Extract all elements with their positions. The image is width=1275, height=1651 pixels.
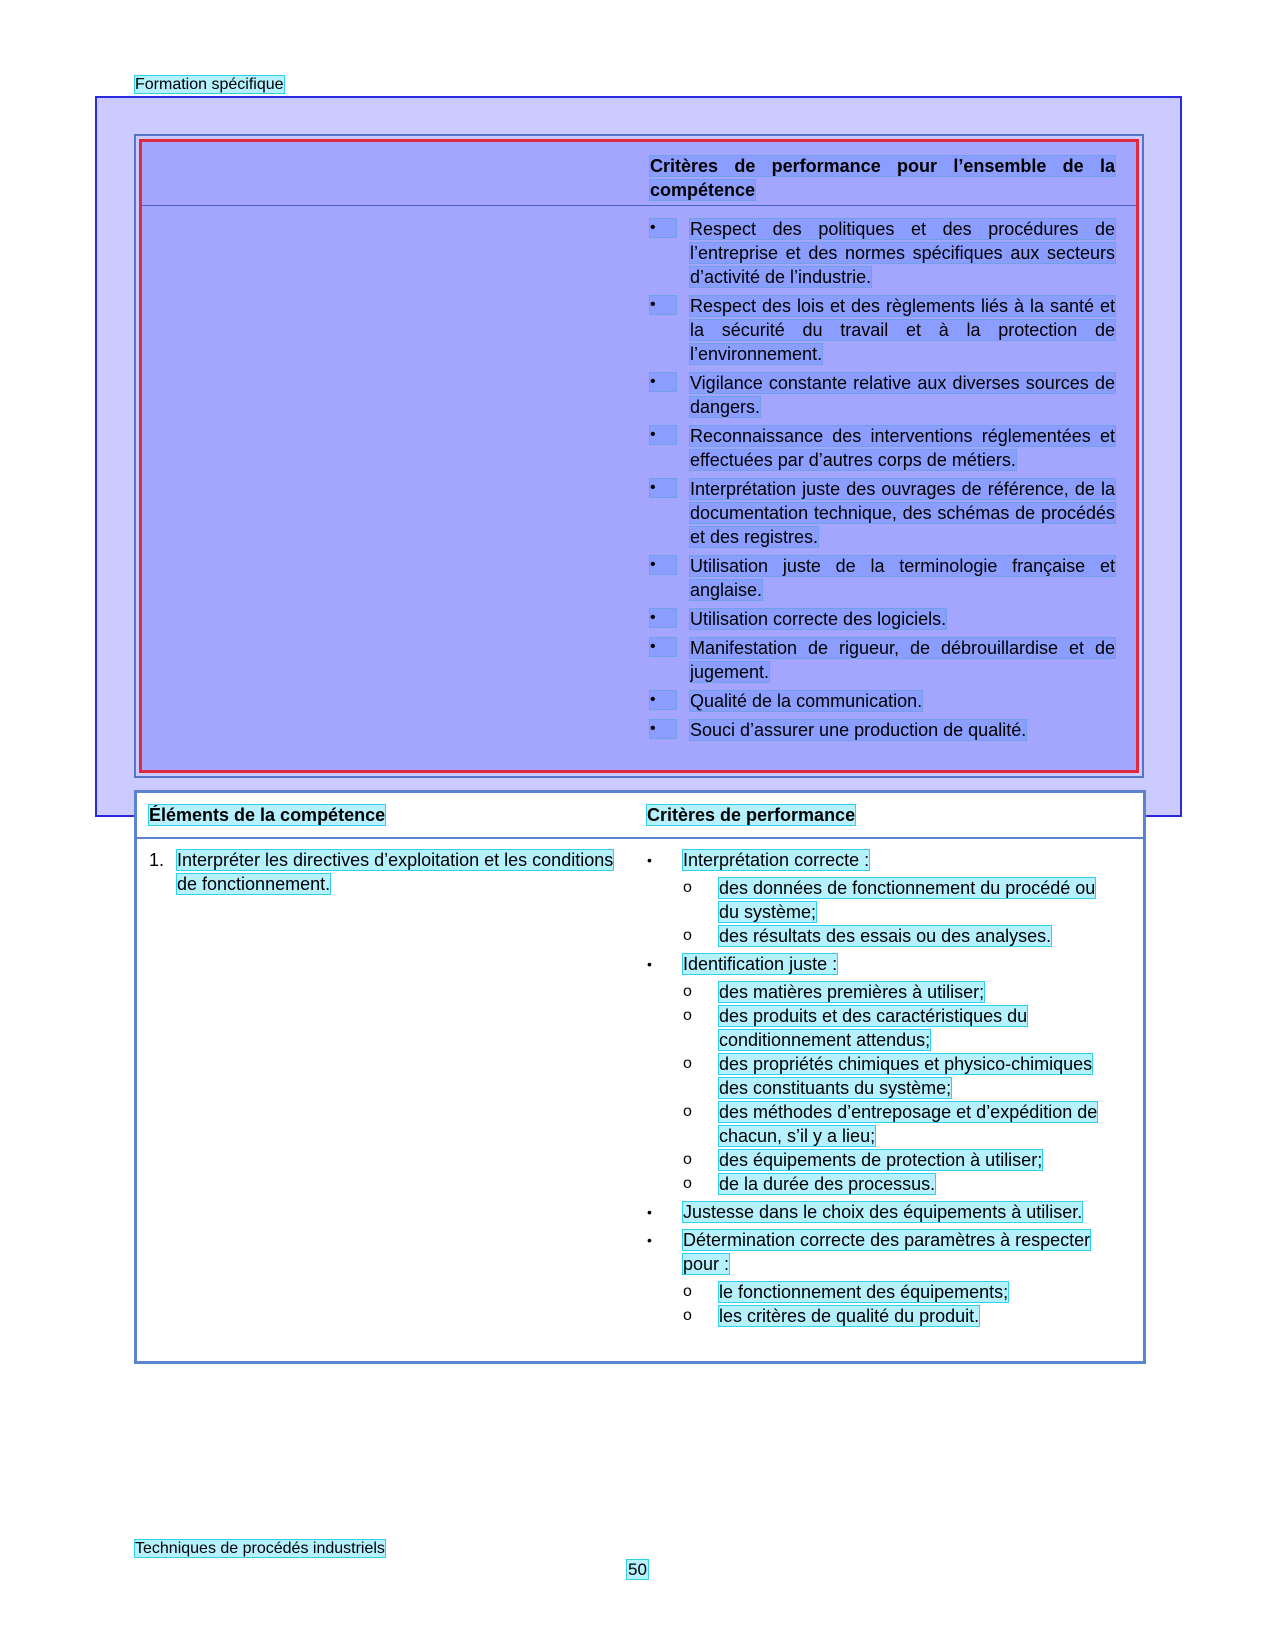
- criteria-column-title: [647, 805, 855, 826]
- bullet-icon: •: [650, 479, 676, 497]
- circle-bullet-icon: o: [683, 1103, 692, 1120]
- bullet-icon: •: [650, 556, 676, 574]
- list-item: [647, 1200, 1117, 1224]
- bullet-icon: •: [647, 1204, 652, 1220]
- list-item: [647, 952, 1117, 1196]
- circle-bullet-icon: o: [683, 879, 692, 896]
- criterion-text: Identification juste :: [683, 954, 838, 974]
- bullet-icon: •: [650, 691, 676, 709]
- elements-column-title: [149, 805, 385, 826]
- performance-criteria-list: [647, 848, 1117, 1332]
- general-criteria-table-body: [139, 139, 1139, 773]
- list-item: [650, 554, 1115, 602]
- competence-elements-header-row: [137, 793, 1143, 839]
- circle-bullet-icon: o: [683, 1055, 692, 1072]
- bullet-icon: •: [650, 219, 676, 237]
- bullet-icon: •: [650, 609, 676, 627]
- sub-criteria-list: [683, 1280, 1117, 1328]
- circle-bullet-icon: o: [683, 1007, 692, 1024]
- criterion-text: Justesse dans le choix des équipements à utiliser.: [683, 1202, 1083, 1222]
- bullet-icon: •: [647, 1232, 652, 1248]
- sub-criterion-text: le fonctionnement des équipements;: [719, 1282, 1009, 1302]
- general-criteria-header-row: [142, 142, 1136, 206]
- criterion-text: Interprétation juste des ouvrages de référence, de la documentation technique, des schémas de procédés et des registres.: [690, 479, 1115, 547]
- criterion-text: Interprétation correcte :: [683, 850, 870, 870]
- list-item: [650, 607, 1115, 631]
- bullet-icon: •: [647, 956, 652, 972]
- element-item: [149, 848, 619, 896]
- page-footer: [135, 1540, 385, 1558]
- criterion-text: Manifestation de rigueur, de débrouillardise et de jugement.: [690, 638, 1115, 682]
- sub-criterion-text: des propriétés chimiques et physico-chimiques des constituants du système;: [719, 1054, 1093, 1098]
- bullet-icon: •: [650, 720, 676, 738]
- list-item: [650, 718, 1115, 742]
- list-item: [683, 1148, 1117, 1172]
- circle-bullet-icon: o: [683, 983, 692, 1000]
- bullet-icon: •: [650, 426, 676, 444]
- sub-criterion-text: des produits et des caractéristiques du conditionnement attendus;: [719, 1006, 1028, 1050]
- list-item: [650, 424, 1115, 472]
- page-number-text: 50: [628, 1560, 647, 1579]
- list-item: [683, 1280, 1117, 1304]
- competence-elements-table: [134, 790, 1146, 1364]
- sub-criterion-text: des matières premières à utiliser;: [719, 982, 985, 1002]
- general-criteria-title: [650, 154, 1115, 202]
- page-header: [135, 76, 284, 94]
- list-item: [647, 848, 1117, 948]
- sub-criteria-list: [683, 876, 1117, 948]
- list-item: [683, 1172, 1117, 1196]
- sub-criterion-text: les critères de qualité du produit.: [719, 1306, 980, 1326]
- criteria-column-title-text: Critères de performance: [647, 805, 856, 825]
- circle-bullet-icon: o: [683, 927, 692, 944]
- criterion-text: Détermination correcte des paramètres à respecter pour :: [683, 1230, 1091, 1274]
- circle-bullet-icon: o: [683, 1307, 692, 1324]
- bullet-icon: •: [650, 638, 676, 656]
- list-item: [650, 217, 1115, 289]
- list-item: [650, 371, 1115, 419]
- list-item: [650, 689, 1115, 713]
- sub-criterion-text: des données de fonctionnement du procédé ou du système;: [719, 878, 1096, 922]
- sub-criterion-text: de la durée des processus.: [719, 1174, 936, 1194]
- list-item: [650, 636, 1115, 684]
- general-criteria-list: [650, 217, 1115, 747]
- list-item: [683, 876, 1117, 924]
- general-criteria-title-text: Critères de performance pour l’ensemble de la compétence: [650, 156, 1115, 200]
- general-criteria-table: [134, 134, 1144, 778]
- circle-bullet-icon: o: [683, 1151, 692, 1168]
- sub-criterion-text: des résultats des essais ou des analyses.: [719, 926, 1052, 946]
- criterion-text: Utilisation juste de la terminologie française et anglaise.: [690, 556, 1115, 600]
- list-item: [683, 1100, 1117, 1148]
- elements-column-title-text: Éléments de la compétence: [149, 805, 386, 825]
- list-item: [683, 924, 1117, 948]
- bullet-icon: •: [650, 296, 676, 314]
- list-item: [683, 1052, 1117, 1100]
- bullet-icon: •: [650, 373, 676, 391]
- list-item: [647, 1228, 1117, 1328]
- list-item: [683, 1304, 1117, 1328]
- bullet-icon: •: [647, 852, 652, 868]
- page-header-text: Formation spécifique: [135, 76, 284, 93]
- criterion-text: Respect des lois et des règlements liés à la santé et la sécurité du travail et à la protection de l’environnement.: [690, 296, 1115, 364]
- criterion-text: Qualité de la communication.: [690, 691, 923, 711]
- criterion-text: Utilisation correcte des logiciels.: [690, 609, 947, 629]
- sub-criteria-list: [683, 980, 1117, 1196]
- element-number: 1.: [149, 850, 165, 870]
- criterion-text: Souci d’assurer une production de qualité.: [690, 720, 1027, 740]
- criterion-text: Reconnaissance des interventions réglementées et effectuées par d’autres corps de métiers.: [690, 426, 1115, 470]
- circle-bullet-icon: o: [683, 1283, 692, 1300]
- criterion-text: Vigilance constante relative aux diverses sources de dangers.: [690, 373, 1115, 417]
- circle-bullet-icon: o: [683, 1175, 692, 1192]
- list-item: [683, 1004, 1117, 1052]
- page-footer-text: Techniques de procédés industriels: [135, 1540, 385, 1557]
- page-number: [0, 1560, 1275, 1580]
- sub-criterion-text: des méthodes d’entreposage et d’expédition de chacun, s’il y a lieu;: [719, 1102, 1098, 1146]
- list-item: [650, 294, 1115, 366]
- sub-criterion-text: des équipements de protection à utiliser;: [719, 1150, 1043, 1170]
- element-text: Interpréter les directives d’exploitation et les conditions de fonctionnement.: [177, 850, 614, 894]
- criterion-text: Respect des politiques et des procédures de l’entreprise et des normes spécifiques aux secteurs d’activité de l’industrie.: [690, 219, 1115, 287]
- list-item: [650, 477, 1115, 549]
- list-item: [683, 980, 1117, 1004]
